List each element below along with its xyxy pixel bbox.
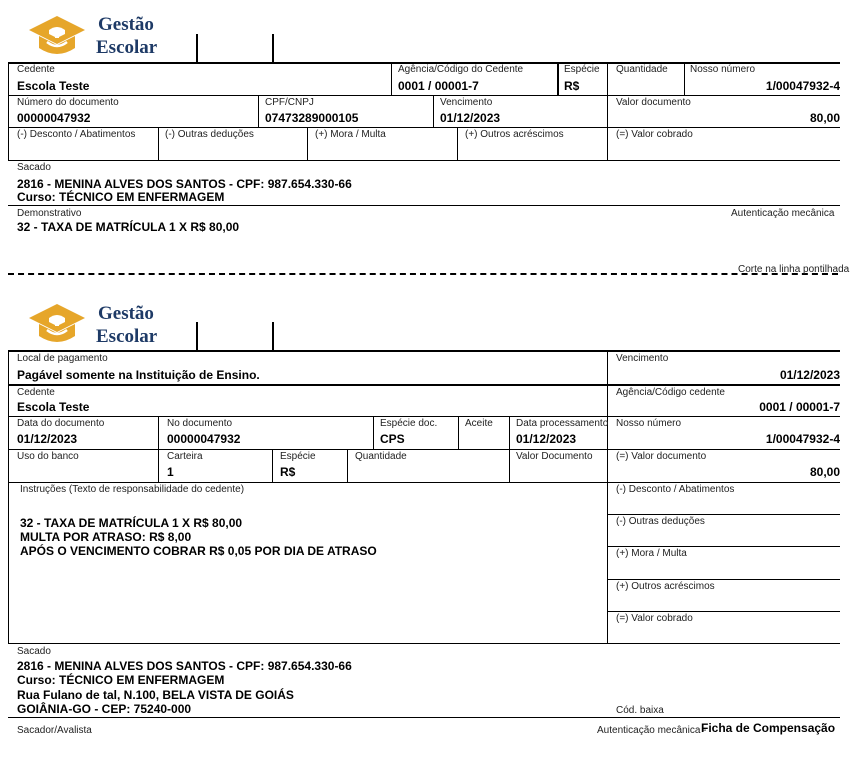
- col-rule: [158, 417, 159, 449]
- frame-left: [8, 351, 9, 643]
- sacador-label: Sacador/Avalista: [17, 725, 92, 736]
- valor-doc-label: (=) Valor documento: [616, 451, 707, 462]
- row-rule: [8, 384, 840, 386]
- col-rule: [684, 63, 685, 95]
- row-rule: [608, 611, 840, 612]
- cedente-value: Escola Teste: [17, 79, 90, 93]
- row-rule: [8, 482, 840, 483]
- carteira-label: Carteira: [167, 451, 203, 462]
- row-rule: [8, 205, 840, 206]
- desconto-label: (-) Desconto / Abatimentos: [17, 129, 136, 140]
- brand-line2: Escolar: [96, 37, 158, 58]
- agencia-value: 0001 / 00001-7: [759, 400, 840, 414]
- col-rule: [307, 128, 308, 160]
- row-rule: [8, 350, 840, 352]
- sacado-line3: Rua Fulano de tal, N.100, BELA VISTA DE GOIÁS: [17, 688, 294, 702]
- data-doc-value: 01/12/2023: [17, 432, 78, 446]
- brand-line2: Escolar: [96, 326, 158, 347]
- demonstrativo-value: 32 - TAXA DE MATRÍCULA 1 X R$ 80,00: [17, 220, 240, 234]
- cedente-label: Cedente: [17, 387, 55, 398]
- aceite-label: Aceite: [465, 418, 493, 429]
- brand-line1: Gestão: [98, 303, 154, 324]
- mora-label: (+) Mora / Multa: [616, 548, 687, 559]
- instrucao-line1: 32 - TAXA DE MATRÍCULA 1 X R$ 80,00: [20, 516, 243, 530]
- row-rule: [608, 546, 840, 547]
- data-doc-label: Data do documento: [17, 418, 105, 429]
- valor-cobrado-label: (=) Valor cobrado: [616, 129, 693, 140]
- mora-label: (+) Mora / Multa: [315, 129, 386, 140]
- col-rule: [457, 128, 458, 160]
- cut-line-label: Corte na linha pontilhada: [738, 264, 850, 275]
- outros-acrescimos-label: (+) Outros acréscimos: [616, 581, 715, 592]
- ficha-title: Ficha de Compensação: [701, 721, 836, 735]
- num-doc-label: No documento: [167, 418, 233, 429]
- logo-divider: [272, 322, 274, 350]
- nosso-numero-value: 1/00047932-4: [765, 79, 840, 93]
- data-proc-label: Data processamento: [516, 418, 609, 429]
- row-rule: [8, 416, 840, 417]
- demonstrativo-label: Demonstrativo: [17, 208, 82, 219]
- sacado-label: Sacado: [17, 162, 51, 173]
- col-rule: [391, 63, 392, 95]
- data-proc-value: 01/12/2023: [516, 432, 577, 446]
- autenticacao-label: Autenticação mecânica -: [597, 725, 707, 736]
- col-rule: [158, 450, 159, 482]
- vencimento-label: Vencimento: [440, 97, 493, 108]
- especie-doc-label: Espécie doc.: [380, 418, 438, 429]
- agencia-value: 0001 / 00001-7: [398, 79, 479, 93]
- nosso-numero-label: Nosso número: [690, 64, 756, 75]
- valor-doc-label: Valor documento: [616, 97, 691, 108]
- graduation-cap-logo-icon: [25, 300, 89, 348]
- nosso-numero-label: Nosso número: [616, 418, 682, 429]
- cedente-value: Escola Teste: [17, 400, 90, 414]
- col-rule: [458, 417, 459, 449]
- quantidade-label: Quantidade: [616, 64, 668, 75]
- logo-divider: [196, 322, 198, 350]
- logo-divider: [272, 34, 274, 62]
- num-doc-value: 00000047932: [17, 111, 91, 125]
- row-rule: [8, 643, 840, 644]
- col-rule: [433, 96, 434, 127]
- especie-value: R$: [564, 79, 580, 93]
- row-rule: [8, 449, 840, 450]
- cpf-cnpj-label: CPF/CNPJ: [265, 97, 314, 108]
- sacado-line1: 2816 - MENINA ALVES DOS SANTOS - CPF: 987.654.330-66: [17, 177, 352, 191]
- carteira-value: 1: [167, 465, 174, 479]
- vencimento-label: Vencimento: [616, 353, 669, 364]
- col-rule: [557, 63, 559, 95]
- cod-baixa-label: Cód. baixa: [616, 705, 664, 716]
- vencimento-value: 01/12/2023: [779, 368, 840, 382]
- col-rule: [347, 450, 348, 482]
- autenticacao-label: Autenticação mecânica: [731, 208, 835, 219]
- especie-doc-value: CPS: [380, 432, 405, 446]
- especie-value: R$: [280, 465, 296, 479]
- sacado-label: Sacado: [17, 646, 51, 657]
- row-rule: [8, 160, 840, 161]
- sacado-line2: Curso: TÉCNICO EM ENFERMAGEM: [17, 673, 225, 687]
- especie-label: Espécie: [564, 64, 600, 75]
- row-rule: [608, 514, 840, 515]
- col-rule: [607, 351, 608, 643]
- vencimento-value: 01/12/2023: [440, 111, 501, 125]
- agencia-label: Agência/Código cedente: [616, 387, 725, 398]
- col-rule: [272, 450, 273, 482]
- nosso-numero-value: 1/00047932-4: [765, 432, 840, 446]
- desconto-label: (-) Desconto / Abatimentos: [616, 484, 735, 495]
- col-rule: [258, 96, 259, 127]
- cut-line: [8, 273, 838, 275]
- quantidade-label: Quantidade: [355, 451, 407, 462]
- valor-doc-value: 80,00: [809, 465, 840, 479]
- graduation-cap-logo-icon: [25, 12, 89, 60]
- sacado-line2: Curso: TÉCNICO EM ENFERMAGEM: [17, 190, 225, 204]
- col-rule: [509, 450, 510, 482]
- valor-cobrado-label: (=) Valor cobrado: [616, 613, 693, 624]
- sacado-line4: GOIÂNIA-GO - CEP: 75240-000: [17, 702, 192, 716]
- num-doc-value: 00000047932: [167, 432, 241, 446]
- uso-banco-label: Uso do banco: [17, 451, 79, 462]
- frame-left: [8, 63, 9, 160]
- local-value: Pagável somente na Instituição de Ensino.: [17, 368, 260, 382]
- valor-label: Valor Documento: [516, 451, 593, 462]
- especie-label: Espécie: [280, 451, 316, 462]
- cedente-label: Cedente: [17, 64, 55, 75]
- row-rule: [8, 717, 840, 718]
- col-rule: [607, 63, 608, 160]
- valor-doc-value: 80,00: [809, 111, 840, 125]
- col-rule: [373, 417, 374, 449]
- agencia-label: Agência/Código do Cedente: [398, 64, 524, 75]
- num-doc-label: Número do documento: [17, 97, 119, 108]
- row-rule: [608, 579, 840, 580]
- col-rule: [158, 128, 159, 160]
- outros-acrescimos-label: (+) Outros acréscimos: [465, 129, 564, 140]
- outras-deducoes-label: (-) Outras deduções: [616, 516, 705, 527]
- sacado-line1: 2816 - MENINA ALVES DOS SANTOS - CPF: 987.654.330-66: [17, 659, 352, 673]
- row-rule: [8, 95, 840, 96]
- col-rule: [509, 417, 510, 449]
- outras-deducoes-label: (-) Outras deduções: [165, 129, 254, 140]
- local-label: Local de pagamento: [17, 353, 108, 364]
- row-rule: [8, 127, 840, 128]
- logo-divider: [196, 34, 198, 62]
- brand-line1: Gestão: [98, 14, 154, 35]
- instrucao-line3: APÓS O VENCIMENTO COBRAR R$ 0,05 POR DIA DE ATRASO: [20, 544, 377, 558]
- instrucao-line2: MULTA POR ATRASO: R$ 8,00: [20, 530, 192, 544]
- cpf-cnpj-value: 07473289000105: [265, 111, 359, 125]
- instrucoes-label: Instruções (Texto de responsabilidade do cedente): [20, 484, 245, 495]
